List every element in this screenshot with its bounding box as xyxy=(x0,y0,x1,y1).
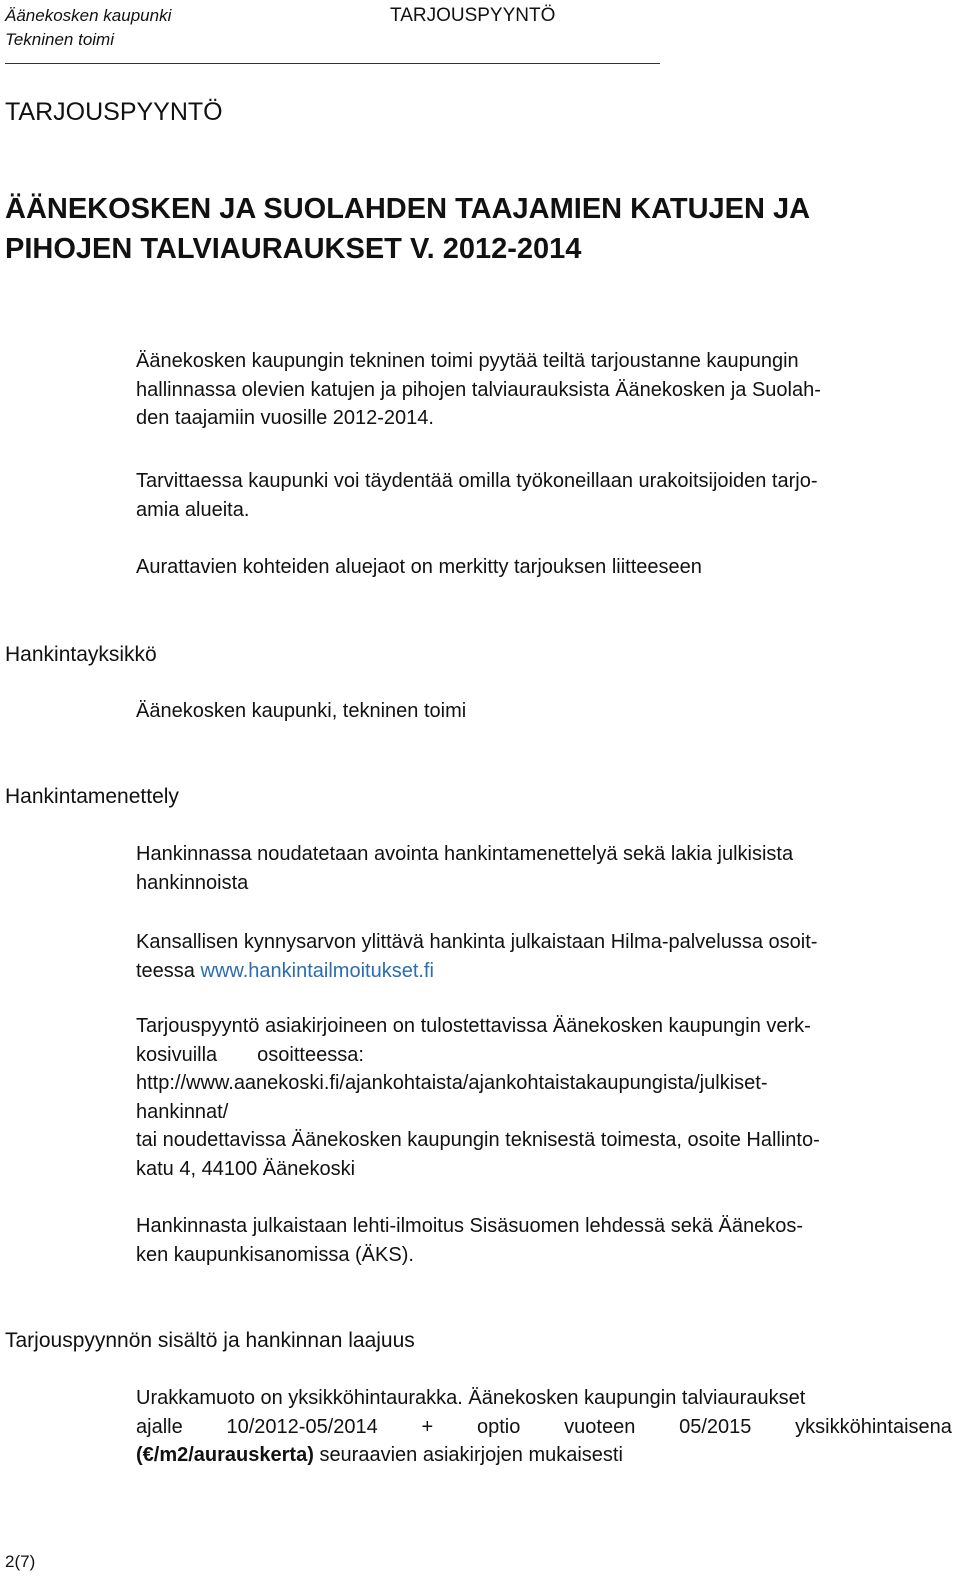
section-heading-procedure: Hankintamenettely xyxy=(5,785,179,808)
unit-text: Äänekosken kaupunki, tekninen toimi xyxy=(136,700,467,722)
intro-paragraph-1 xyxy=(136,347,952,433)
line: hankinnoista xyxy=(136,871,249,894)
intro-paragraph-2 xyxy=(136,467,952,524)
hilma-link[interactable]: www.hankintailmoitukset.fi xyxy=(200,959,434,982)
line: Hankinnassa noudatetaan avointa hankintamenettelyä sekä lakia julkisista xyxy=(136,843,794,865)
line: ken kaupunkisanomissa (ÄKS). xyxy=(136,1243,414,1266)
word: + xyxy=(421,1415,434,1438)
subject-line-1: ÄÄNEKOSKEN JA SUOLAHDEN TAAJAMIEN KATUJEN JA xyxy=(5,193,811,225)
line: Hankinnasta julkaistaan lehti-ilmoitus Sisäsuomen lehdessä sekä Äänekos- xyxy=(136,1215,804,1237)
word: 10/2012-05/2014 xyxy=(226,1415,378,1438)
line: hallinnassa olevien katujen ja pihojen talviaurauksista Äänekosken ja Suolah- xyxy=(136,378,821,401)
section-heading-scope: Tarjouspyynnön sisältö ja hankinnan laajuus xyxy=(5,1329,415,1352)
line-part: osoitteessa: xyxy=(257,1043,364,1066)
word: 05/2015 xyxy=(679,1415,752,1438)
line-part: kosivuilla xyxy=(136,1043,218,1066)
section-heading-unit: Hankintayksikkö xyxy=(5,643,157,666)
scope-paragraph xyxy=(136,1384,952,1470)
line: Tarjouspyyntö asiakirjoineen on tulostettavissa Äänekosken kaupungin verk- xyxy=(136,1015,811,1037)
procedure-paragraph-1 xyxy=(136,840,952,897)
document-subject xyxy=(5,189,905,269)
word: vuoteen xyxy=(564,1415,636,1438)
word: ajalle xyxy=(136,1415,183,1438)
page-number: 2(7) xyxy=(5,1552,36,1571)
header-divider xyxy=(5,63,660,64)
intro-paragraph-3: Aurattavien kohteiden aluejaot on merkitty tarjouksen liitteeseen xyxy=(136,556,702,578)
unit-price-basis: (€/m2/aurauskerta) xyxy=(136,1444,314,1466)
line xyxy=(136,957,952,986)
website-url: http://www.aanekoski.fi/ajankohtaista/ajankohtaistakaupungista/julkiset- xyxy=(136,1072,768,1094)
line-rest: seuraavien asiakirjojen mukaisesti xyxy=(319,1444,623,1466)
line xyxy=(136,1041,952,1070)
line: tai noudettavissa Äänekosken kaupungin teknisestä toimesta, osoite Hallinto- xyxy=(136,1129,820,1151)
word: yksikköhintaisena xyxy=(795,1415,952,1438)
line: katu 4, 44100 Äänekoski xyxy=(136,1157,356,1180)
line xyxy=(136,1441,952,1470)
subject-line-2: PIHOJEN TALVIAURAUKSET V. 2012-2014 xyxy=(5,233,582,265)
line: Kansallisen kynnysarvon ylittävä hankinta julkaistaan Hilma-palvelussa osoit- xyxy=(136,931,818,953)
line-prefix: teessa xyxy=(136,959,195,982)
header-doc-type: TARJOUSPYYNTÖ xyxy=(390,5,556,26)
line: amia alueita. xyxy=(136,498,250,521)
line: Urakkamuoto on yksikköhintaurakka. Äänekosken kaupungin talviauraukset xyxy=(136,1387,806,1409)
website-url-continued: hankinnat/ xyxy=(136,1100,229,1123)
header-organization xyxy=(5,4,171,52)
word: optio xyxy=(476,1415,521,1438)
document-title: TARJOUSPYYNTÖ xyxy=(5,98,223,126)
procedure-paragraph-4 xyxy=(136,1212,952,1269)
line: den taajamiin vuosille 2012-2014. xyxy=(136,407,434,429)
line xyxy=(136,1413,952,1442)
line: Tarvittaessa kaupunki voi täydentää omilla työkoneillaan urakoitsijoiden tarjo- xyxy=(136,470,818,492)
procedure-paragraph-3 xyxy=(136,1012,952,1183)
header-org-name: Äänekosken kaupunki xyxy=(5,6,172,25)
procedure-paragraph-2 xyxy=(136,928,952,985)
header-dept-name: Tekninen toimi xyxy=(5,30,114,49)
line: Äänekosken kaupungin tekninen toimi pyytää teiltä tarjoustanne kaupungin xyxy=(136,350,799,372)
